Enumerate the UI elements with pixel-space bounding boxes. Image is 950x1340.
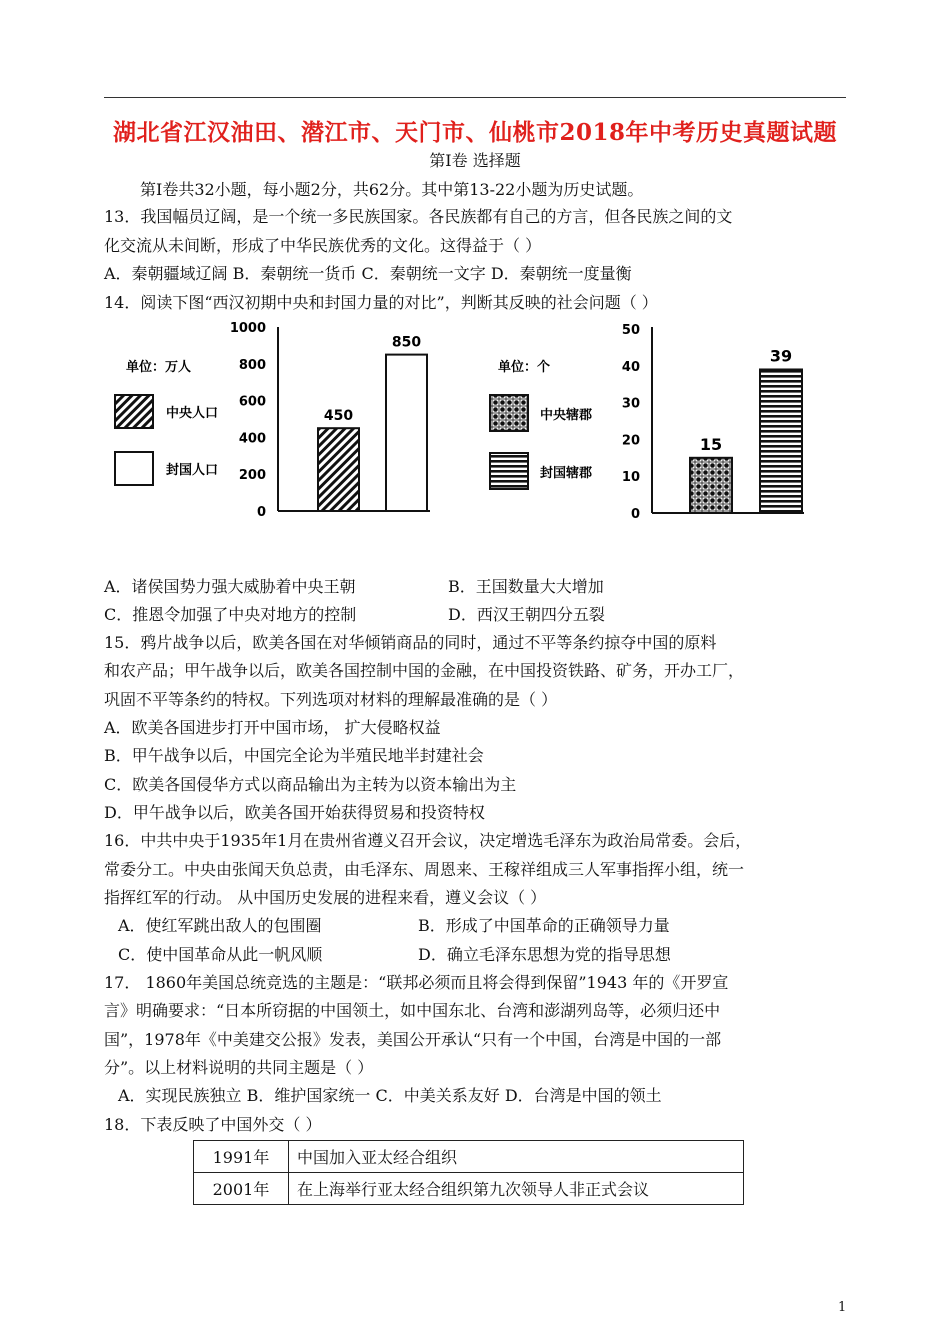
chart1-ytick-3: 600: [238, 394, 266, 410]
q14-option-a: A．诸侯国势力强大威胁着中央王朝: [104, 577, 356, 596]
chart2-bar-0: [690, 458, 732, 513]
q13-options: A．秦朝疆域辽阔 B．秦朝统一货币 C．秦朝统一文字 D．秦朝统一度量衡: [104, 264, 632, 283]
chart1-bar-1: [386, 355, 427, 511]
q17-options: A．实现民族独立 B．维护国家统一 C．中美关系友好 D．台湾是中国的领土: [118, 1086, 662, 1105]
intro-text: 第Ⅰ卷共32小题，每小题2分，共62分。其中第13-22小题为历史试题。: [140, 180, 644, 199]
table-cell-year: 2001年: [194, 1173, 289, 1205]
q15-line-1: 15．鸦片战争以后，欧美各国在对华倾销商品的同时，通过不平等条约掠夺中国的原料: [104, 633, 717, 652]
chart2-ytick-4: 40: [621, 359, 640, 375]
chart1-bar-0: [318, 428, 359, 511]
chart2-ytick-5: 50: [621, 323, 640, 338]
q15-option-b: B．甲午战争以后，中国完全论为半殖民地半封建社会: [104, 746, 484, 765]
chart1-ytick-2: 400: [238, 431, 266, 447]
chart1-ytick-0: 0: [256, 505, 266, 520]
chart1-data-label-1: 850: [391, 334, 422, 351]
q14-option-d: D．西汉王朝四分五裂: [448, 605, 605, 624]
page-number: 1: [838, 1300, 847, 1315]
chart1-unit: 单位：万人: [126, 360, 192, 375]
population-chart: [100, 315, 440, 530]
q17-line-3: 国”，1978年《中美建交公报》发表，美国公开承认“只有一个中国，台湾是中国的一部: [104, 1030, 722, 1049]
page-title: 湖北省江汉油田、潜江市、天门市、仙桃市2018年中考历史真题试题: [112, 119, 837, 146]
q18-table: [193, 1140, 744, 1205]
q14-line-1: 14．阅读下图“西汉初期中央和封国力量的对比”，判断其反映的社会问题（ ）: [104, 293, 658, 312]
chart2-bar-1: [760, 369, 802, 513]
table-cell-year: 1991年: [194, 1141, 289, 1173]
q13-line-1: 13．我国幅员辽阔，是一个统一多民族国家。各民族都有自己的方言，但各民族之间的文: [104, 207, 733, 226]
chart2-ytick-2: 20: [621, 433, 640, 449]
table-cell-event: 在上海举行亚太经合组织第九次领导人非正式会议: [289, 1173, 744, 1205]
chart1-legend-swatch-1: [115, 452, 153, 485]
chart2-ytick-3: 30: [621, 396, 640, 412]
q16-line-2: 常委分工。中央由张闻天负总责，由毛泽东、周恩来、王稼祥组成三人军事指挥小组，统一: [104, 860, 745, 879]
table-row: [194, 1173, 744, 1205]
q17-line-4: 分”。以上材料说明的共同主题是（ ）: [104, 1058, 374, 1077]
q16-option-a: A．使红军跳出敌人的包围圈: [118, 916, 322, 935]
q16-option-c: C．使中国革命从此一帆风顺: [118, 945, 323, 964]
q15-option-c: C．欧美各国侵华方式以商品输出为主转为以资本输出为主: [104, 775, 517, 794]
q15-line-2: 和农产品；甲午战争以后，欧美各国控制中国的金融，在中国投资铁路、矿务，开办工厂，: [104, 661, 745, 680]
chart2-ytick-0: 0: [630, 507, 640, 522]
q16-option-b: B．形成了中国革命的正确领导力量: [418, 916, 670, 935]
chart2-legend-swatch-0: [490, 395, 528, 431]
chart2-unit: 单位：个: [498, 360, 551, 375]
chart2-legend-swatch-1: [490, 453, 528, 489]
chart2-legend-label-1: 封国辖郡: [540, 466, 593, 481]
chart1-ytick-4: 800: [238, 357, 266, 373]
q17-line-1: 17． 1860年美国总统竞选的主题是：“联邦必须而且将会得到保留”1943 年的《开罗宣: [104, 973, 729, 992]
q16-option-d: D．确立毛泽东思想为党的指导思想: [418, 945, 671, 964]
chart1-legend-label-0: 中央人口: [166, 406, 219, 421]
chart2-legend-label-0: 中央辖郡: [540, 408, 593, 423]
header-rule: [104, 97, 846, 98]
chart1-ytick-5: 1000: [229, 321, 266, 336]
q14-option-c: C．推恩令加强了中央对地方的控制: [104, 605, 357, 624]
q16-line-1: 16．中共中央于1935年1月在贵州省遵义召开会议，决定增选毛泽东为政治局常委。会后，: [104, 831, 752, 850]
table-cell-event: 中国加入亚太经合组织: [289, 1141, 744, 1173]
q17-line-2: 言》明确要求：“日本所窃据的中国领土，如中国东北、台湾和澎湖列岛等，必须归还中: [104, 1001, 721, 1020]
table-row: [194, 1141, 744, 1173]
q14-option-b: B．王国数量大大增加: [448, 577, 604, 596]
q13-line-2: 化交流从未间断，形成了中华民族优秀的文化。这得益于（ ）: [104, 236, 542, 255]
chart2-data-label-1: 39: [769, 346, 793, 366]
chart1-ytick-1: 200: [238, 468, 266, 484]
q15-option-a: A．欧美各国进步打开中国市场， 扩大侵略权益: [104, 718, 441, 737]
chart1-legend-label-1: 封国人口: [166, 463, 219, 478]
commandery-chart: [478, 315, 838, 530]
q18-line-1: 18．下表反映了中国外交（ ）: [104, 1115, 322, 1134]
chart2-data-label-0: 15: [699, 434, 723, 454]
q15-line-3: 巩固不平等条约的特权。下列选项对材料的理解最准确的是（ ）: [104, 690, 558, 709]
chart2-ytick-1: 10: [621, 470, 640, 486]
chart1-legend-swatch-0: [115, 395, 153, 428]
q16-line-3: 指挥红军的行动。 从中国历史发展的进程来看，遵义会议（ ）: [104, 888, 547, 907]
section-title: 第Ⅰ卷 选择题: [429, 151, 521, 170]
chart1-data-label-0: 450: [323, 408, 354, 425]
q15-option-d: D．甲午战争以后，欧美各国开始获得贸易和投资特权: [104, 803, 485, 822]
